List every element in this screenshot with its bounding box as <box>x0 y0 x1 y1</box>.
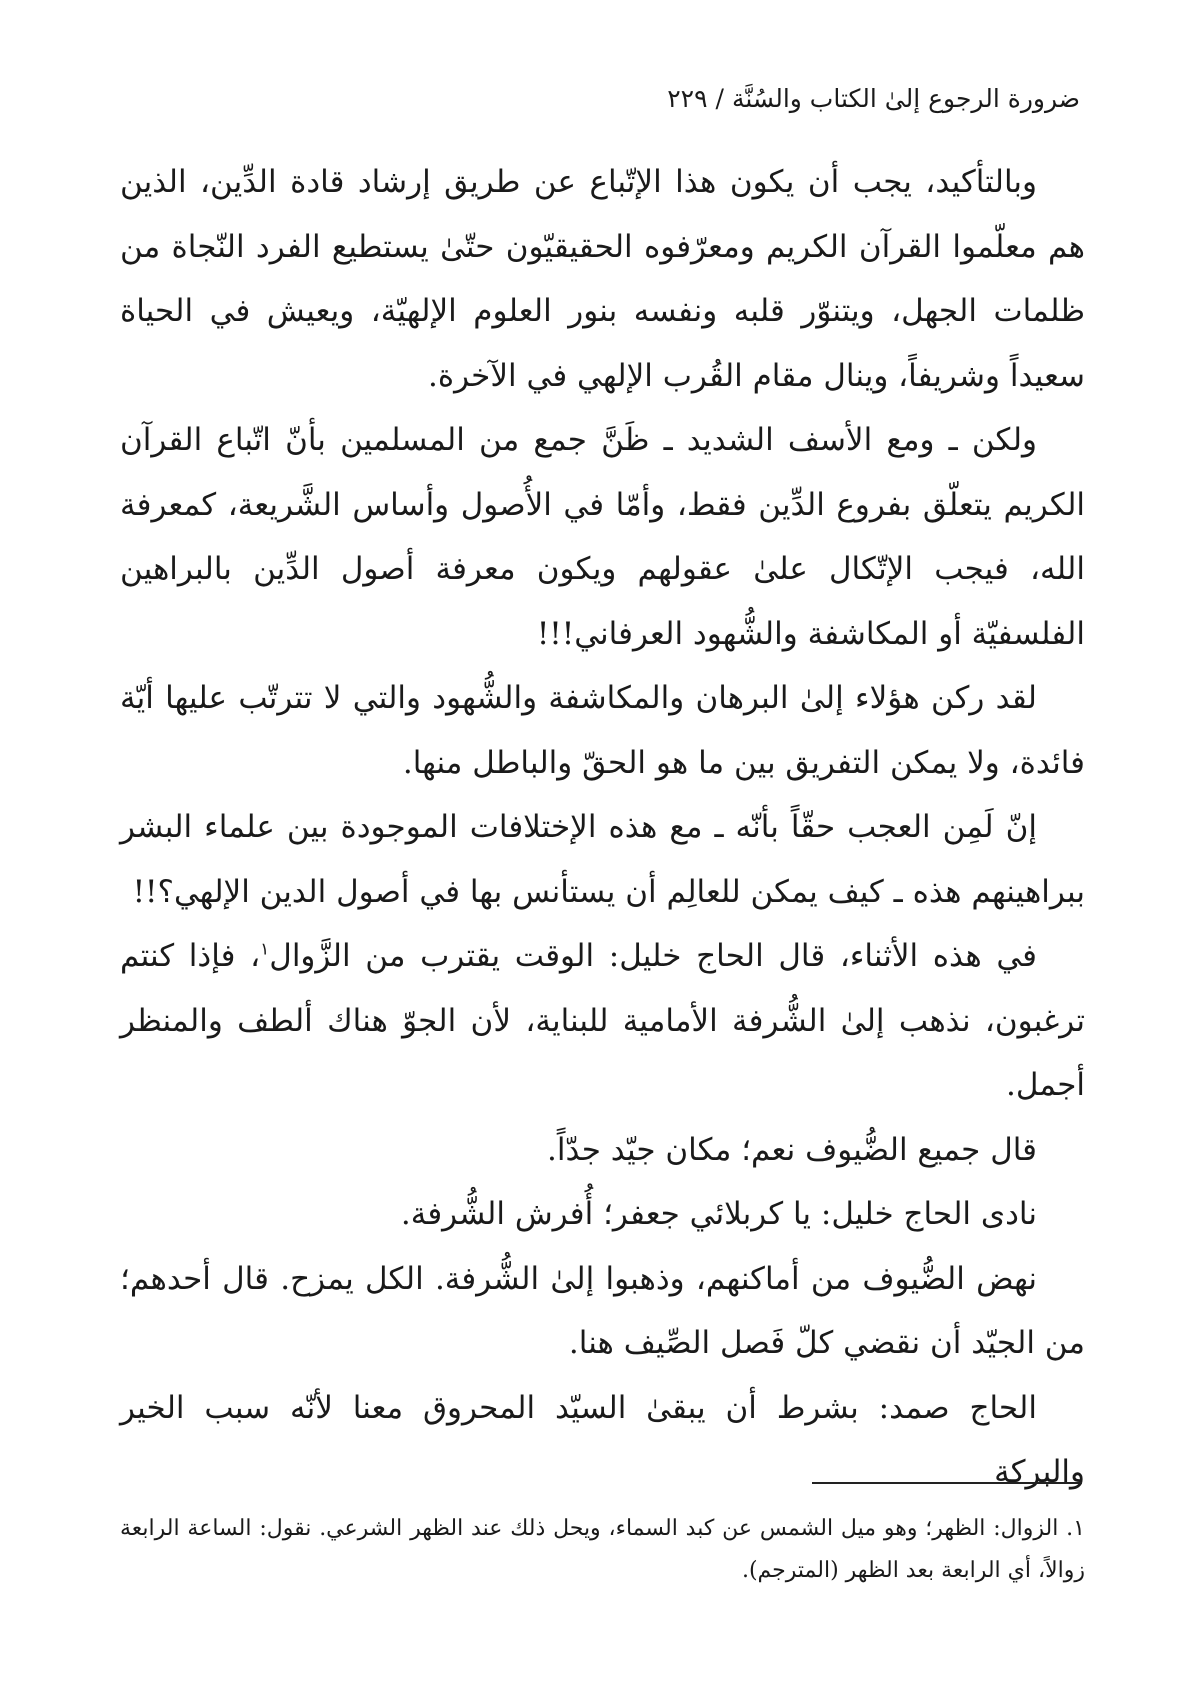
paragraph: ولكن ـ ومع الأسف الشديد ـ ظَنَّ جمع من المسلمين بأنّ اتّباع القرآن الكريم يتعلّق بفروع الدِّين فقط، وأمّا في الأُصول وأساس الشَّريعة، كمعرفة الله، فيجب الإتّكال علىٰ عقولهم ويكون معرفة أصول الدِّين بالبراهين الفلسفيّة أو المكاشفة والشُّهود العرفاني!!! <box>120 422 1085 652</box>
footnote: ١. الزوال: الظهر؛ وهو ميل الشمس عن كبد السماء، ويحل ذلك عند الظهر الشرعي. نقول: الساعة الرابعة زوالاً، أي الرابعة بعد الظهر (المترجم). <box>120 1516 1085 1583</box>
page-number: ٢٢٩ <box>667 83 708 113</box>
footnote-divider <box>812 1482 1082 1484</box>
page-header <box>120 78 1080 118</box>
running-title: ضرورة الرجوع إلىٰ الكتاب والسُنَّة <box>731 83 1080 113</box>
paragraph: نهض الضُّيوف من أماكنهم، وذهبوا إلىٰ الشُّرفة. الكل يمزح. قال أحدهم؛ من الجيّد أن نقضي كلّ فَصل الصِّيف هنا. <box>120 1260 1085 1361</box>
paragraph-text: ، فإذا كنتم ترغبون، نذهب إلىٰ الشُّرفة الأمامية للبناية، لأن الجوّ هناك ألطف والمنظر أجمل. <box>120 938 1085 1103</box>
paragraph: الحاج صمد: بشرط أن يبقىٰ السيّد المحروق معنا لأنّه سبب الخير والبركة <box>120 1389 1085 1490</box>
paragraph: إنّ لَمِن العجب حقّاً بأنّه ـ مع هذه الإختلافات الموجودة بين علماء البشر ببراهينهم هذه ـ كيف يمكن للعالِم أن يستأنس بها في أصول الدين الإلهي؟!! <box>120 809 1085 910</box>
paragraph-text: في هذه الأثناء، قال الحاج خليل: الوقت يقترب من الزَّوال <box>269 938 1038 974</box>
paragraph: قال جميع الضُّيوف نعم؛ مكان جيّد جدّاً. <box>547 1131 1037 1168</box>
footnote-reference: ١ <box>260 939 270 960</box>
paragraph-with-footnote <box>120 924 1085 1118</box>
main-text <box>120 150 1085 1505</box>
paragraph: نادى الحاج خليل: يا كربلائي جعفر؛ أُفرش الشُّرفة. <box>400 1196 1037 1232</box>
header-separator: / <box>715 83 724 113</box>
footnotes <box>120 1508 1085 1592</box>
paragraph: وبالتأكيد، يجب أن يكون هذا الإتّباع عن طريق إرشاد قادة الدِّين، الذين هم معلّموا القرآن الكريم ومعرّفوه الحقيقيّون حتّىٰ يستطيع الفرد النّجاة من ظلمات الجهل، ويتنوّر قلبه ونفسه بنور العلوم الإلهيّة، ويعيش في الحياة سعيداً وشريفاً، وينال مقام القُرب الإلهي في الآخرة. <box>120 164 1085 394</box>
paragraph: لقد ركن هؤلاء إلىٰ البرهان والمكاشفة والشُّهود والتي لا تترتّب عليها أيّة فائدة، ولا يمكن التفريق بين ما هو الحقّ والباطل منها. <box>120 680 1085 781</box>
